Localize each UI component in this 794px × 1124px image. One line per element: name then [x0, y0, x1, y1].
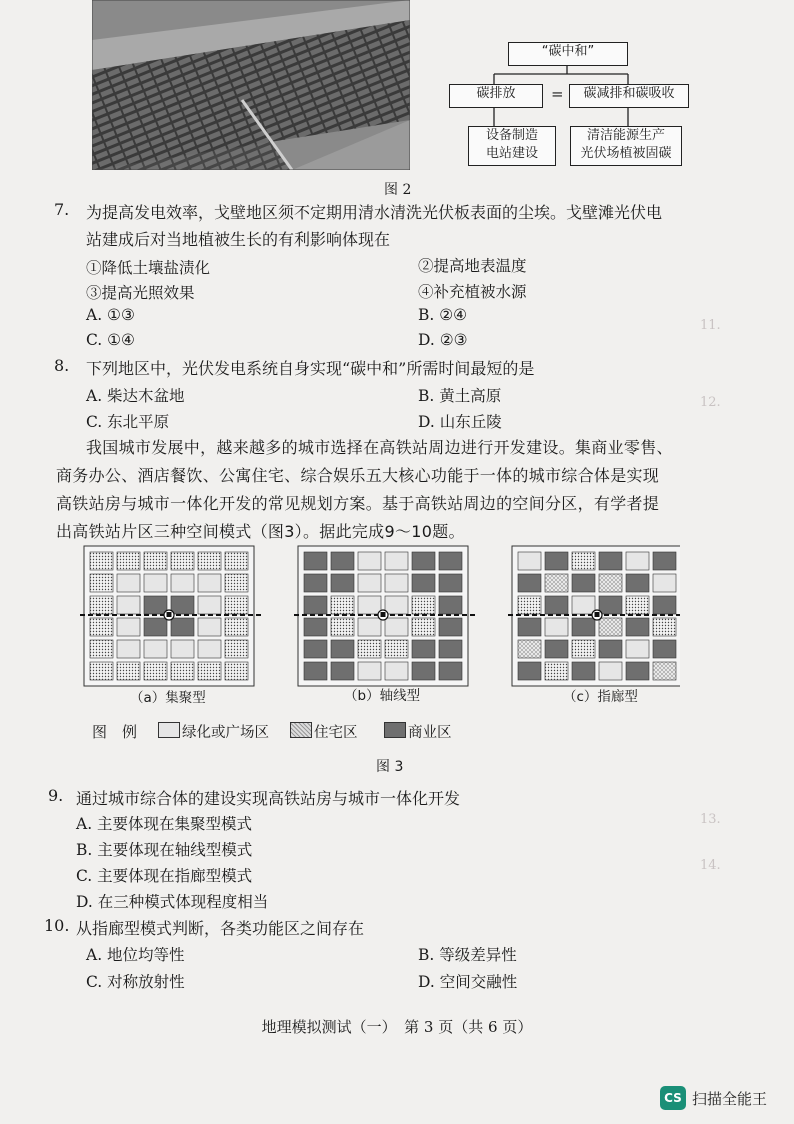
map-block [653, 552, 676, 570]
bleed-through-text: 11. [700, 318, 721, 333]
map-block [385, 596, 408, 614]
figure-3-caption: 图 3 [376, 759, 404, 775]
carbon-reduction-box: 碳减排和碳吸收 [569, 84, 689, 108]
map-block [331, 574, 354, 592]
q7-item: ③提高光照效果 [86, 284, 195, 302]
map-a-label: （a）集聚型 [130, 690, 206, 706]
map-block [225, 552, 248, 570]
q9-number: 9. [48, 786, 64, 805]
map-block [545, 574, 568, 592]
map-block [412, 640, 435, 658]
map-block [144, 552, 167, 570]
q10-option-c[interactable]: C. 对称放射性 [86, 973, 185, 991]
page-footer: 地理模拟测试（一） 第 3 页（共 6 页） [261, 1018, 533, 1036]
map-block [572, 618, 595, 636]
map-block [198, 662, 221, 680]
map-block [171, 662, 194, 680]
map-block [117, 552, 140, 570]
q10-option-b[interactable]: B. 等级差异性 [418, 946, 517, 964]
map-block [225, 596, 248, 614]
map-block [144, 574, 167, 592]
map-block [545, 552, 568, 570]
map-block [626, 618, 649, 636]
map-block [626, 662, 649, 680]
map-b-label: （b）轴线型 [344, 688, 421, 704]
map-block [653, 574, 676, 592]
map-block [171, 574, 194, 592]
map-block [304, 596, 327, 614]
map-c-label: （c）指廊型 [563, 689, 638, 705]
map-block [439, 640, 462, 658]
q10-stem: 从指廊型模式判断，各类功能区之间存在 [76, 919, 365, 938]
map-block [198, 618, 221, 636]
map-block [412, 596, 435, 614]
map-block [545, 662, 568, 680]
carbon-neutral-root-box: “碳中和” [508, 42, 628, 66]
legend-swatch-green [158, 722, 180, 738]
map-block [117, 640, 140, 658]
q9-option-c[interactable]: C. 主要体现在指廊型模式 [76, 867, 253, 885]
legend-label-green: 绿化或广场区 [182, 725, 269, 741]
q10-option-d[interactable]: D. 空间交融性 [418, 973, 518, 991]
map-block [171, 596, 194, 614]
map-block [358, 662, 381, 680]
q7-item: ②提高地表温度 [418, 257, 527, 275]
solar-panel-photo [92, 0, 410, 170]
map-block [572, 662, 595, 680]
map-block [599, 662, 622, 680]
map-block [225, 662, 248, 680]
map-finger [508, 546, 680, 686]
map-block [90, 640, 113, 658]
map-block [198, 552, 221, 570]
map-block [90, 662, 113, 680]
passage-line: 商务办公、酒店餐饮、公寓住宅、综合娱乐五大核心功能于一体的城市综合体是实现 [56, 466, 660, 485]
map-block [358, 640, 381, 658]
map-block [198, 640, 221, 658]
map-block [385, 640, 408, 658]
q8-option-c[interactable]: C. 东北平原 [86, 413, 170, 431]
map-block [653, 640, 676, 658]
map-block [90, 574, 113, 592]
map-block [331, 596, 354, 614]
map-block [117, 574, 140, 592]
map-block [439, 552, 462, 570]
map-block [144, 596, 167, 614]
q7-stem-line2: 站建成后对当地植被生长的有利影响体现在 [86, 230, 391, 249]
map-block [518, 552, 541, 570]
q10-option-a[interactable]: A. 地位均等性 [86, 946, 185, 964]
map-block [358, 552, 381, 570]
map-axial [294, 546, 476, 686]
q9-stem: 通过城市综合体的建设实现高铁站房与城市一体化开发 [76, 789, 461, 808]
map-block [518, 662, 541, 680]
map-block [626, 574, 649, 592]
q7-option-b[interactable]: B. ②④ [418, 306, 468, 324]
map-block [331, 640, 354, 658]
map-block [385, 552, 408, 570]
map-block [171, 640, 194, 658]
map-block [412, 552, 435, 570]
map-block [599, 618, 622, 636]
q7-item: ①降低土壤盐渍化 [86, 259, 211, 277]
map-block [518, 618, 541, 636]
map-block [572, 574, 595, 592]
map-block [572, 640, 595, 658]
map-block [572, 596, 595, 614]
map-block [653, 596, 676, 614]
map-block [439, 574, 462, 592]
map-block [653, 618, 676, 636]
map-block [439, 596, 462, 614]
map-block [198, 574, 221, 592]
map-block [144, 640, 167, 658]
map-block [626, 596, 649, 614]
map-block [439, 618, 462, 636]
map-block [331, 552, 354, 570]
map-block [331, 618, 354, 636]
map-block [331, 662, 354, 680]
map-block [358, 596, 381, 614]
q10-number: 10. [44, 916, 70, 935]
map-block [117, 618, 140, 636]
equals-sign: = [551, 85, 564, 103]
legend-label-commercial: 商业区 [408, 725, 452, 741]
q8-option-a[interactable]: A. 柴达木盆地 [86, 387, 185, 405]
map-block [412, 618, 435, 636]
q8-number: 8. [54, 356, 70, 375]
bleed-through-text: 13. [700, 812, 721, 827]
map-block [171, 552, 194, 570]
bleed-through-text: 12. [700, 395, 721, 410]
map-block [412, 662, 435, 680]
map-block [518, 640, 541, 658]
map-block [358, 574, 381, 592]
passage-line: 出高铁站片区三种空间模式（图3）。据此完成9～10题。 [56, 522, 465, 541]
map-block [653, 662, 676, 680]
map-block [304, 574, 327, 592]
map-block [599, 574, 622, 592]
camscanner-logo-icon: CS [660, 1086, 686, 1110]
bleed-through-text: 14. [700, 858, 721, 873]
map-block [572, 552, 595, 570]
map-block [599, 596, 622, 614]
map-block [144, 618, 167, 636]
map-block [545, 618, 568, 636]
map-block [518, 596, 541, 614]
q9-option-d[interactable]: D. 在三种模式体现程度相当 [76, 893, 269, 911]
passage-line: 我国城市发展中，越来越多的城市选择在高铁站周边进行开发建设。集商业零售、 [86, 438, 673, 457]
map-block [304, 662, 327, 680]
q7-stem-line1: 为提高发电效率，戈壁地区须不定期用清水清洗光伏板表面的尘埃。戈壁滩光伏电 [86, 203, 663, 222]
equipment-box: 设备制造 电站建设 [468, 126, 556, 166]
map-block [412, 574, 435, 592]
map-block [545, 640, 568, 658]
q8-option-d[interactable]: D. 山东丘陵 [418, 413, 502, 431]
legend-swatch-residential [290, 722, 312, 738]
q7-option-d[interactable]: D. ②③ [418, 331, 468, 349]
map-block [439, 662, 462, 680]
map-block [304, 552, 327, 570]
q8-option-b[interactable]: B. 黄土高原 [418, 387, 502, 405]
map-block [225, 640, 248, 658]
camscanner-watermark: 扫描全能王 [692, 1090, 768, 1108]
q9-option-b[interactable]: B. 主要体现在轴线型模式 [76, 841, 253, 859]
clean-energy-box: 清洁能源生产 光伏场植被固碳 [570, 126, 682, 166]
map-block [545, 596, 568, 614]
map-block [225, 618, 248, 636]
legend-swatch-commercial [384, 722, 406, 738]
passage [56, 434, 726, 546]
legend-title: 图 例 [92, 723, 138, 741]
map-block [385, 574, 408, 592]
map-block [198, 596, 221, 614]
map-block [599, 640, 622, 658]
q7-number: 7. [54, 200, 70, 219]
map-block [599, 552, 622, 570]
map-block [117, 596, 140, 614]
map-block [626, 552, 649, 570]
map-block [304, 640, 327, 658]
map-block [385, 662, 408, 680]
legend-label-residential: 住宅区 [314, 725, 358, 741]
q7-option-a[interactable]: A. ①③ [86, 306, 135, 324]
map-block [225, 574, 248, 592]
q7-item: ④补充植被水源 [418, 283, 527, 301]
map-block [171, 618, 194, 636]
q8-stem: 下列地区中，光伏发电系统自身实现“碳中和”所需时间最短的是 [86, 359, 535, 378]
carbon-emission-box: 碳排放 [449, 84, 543, 108]
q9-option-a[interactable]: A. 主要体现在集聚型模式 [76, 815, 253, 833]
map-block [518, 574, 541, 592]
map-block [90, 596, 113, 614]
figure-3-maps [80, 540, 680, 700]
map-block [144, 662, 167, 680]
map-block [626, 640, 649, 658]
map-block [385, 618, 408, 636]
map-block [90, 618, 113, 636]
passage-line: 高铁站房与城市一体化开发的常见规划方案。基于高铁站周边的空间分区，有学者提 [56, 494, 660, 513]
q7-option-c[interactable]: C. ①④ [86, 331, 135, 349]
map-block [304, 618, 327, 636]
map-block [358, 618, 381, 636]
map-block [117, 662, 140, 680]
map-clustered [80, 546, 262, 686]
figure-2-caption: 图 2 [384, 182, 412, 198]
map-block [90, 552, 113, 570]
